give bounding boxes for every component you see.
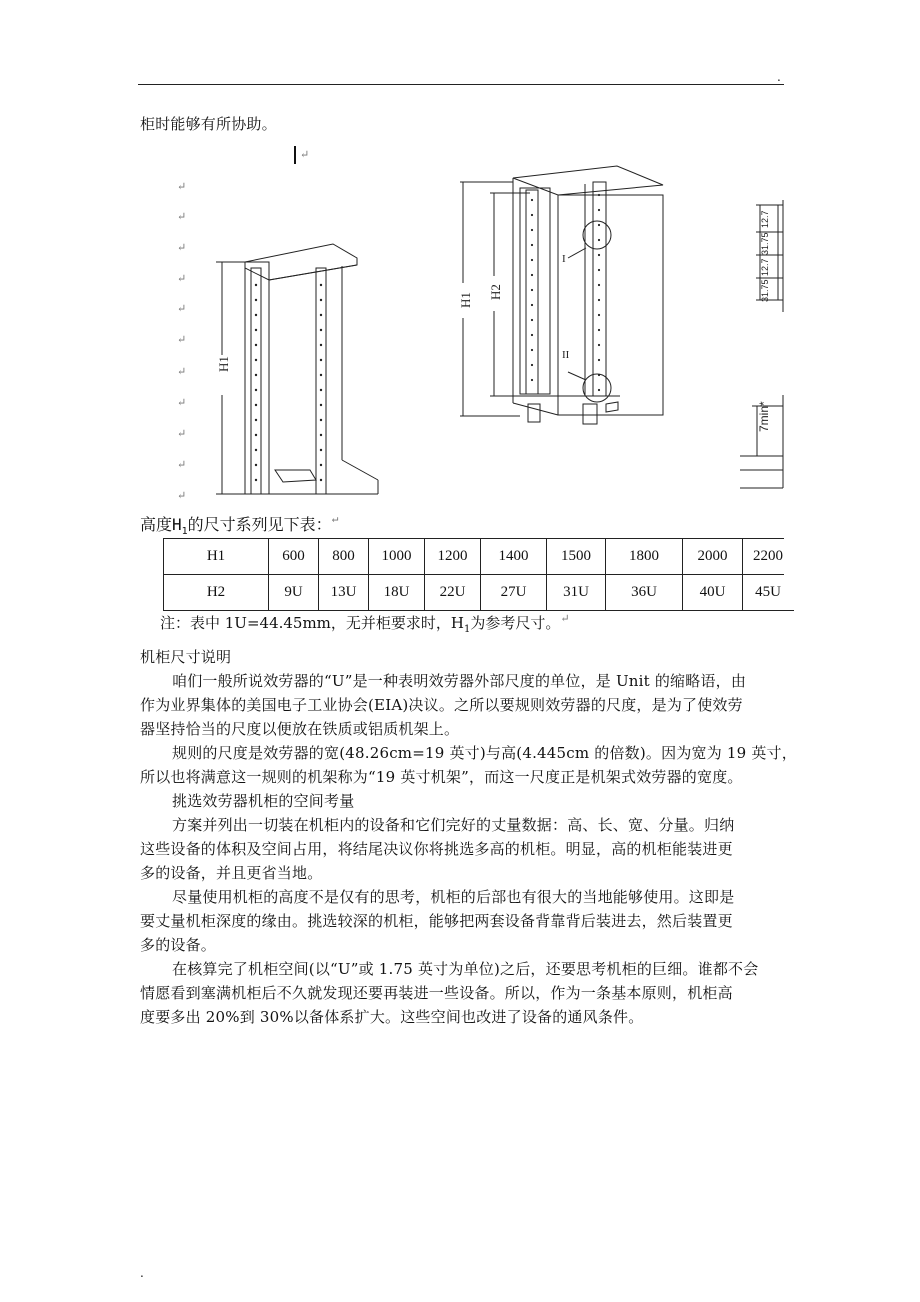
right-h1-label: H1 bbox=[458, 292, 473, 308]
paragraph-line: 多的设备。 bbox=[140, 936, 217, 954]
paragraph-line: 这些设备的体积及空间占用，将结尾决议你将挑选多高的机柜。明显，高的机柜能装进更 bbox=[140, 840, 733, 858]
height-dimension-table bbox=[163, 538, 794, 611]
paragraph-line: 作为业界集体的美国电子工业协会(EIA)决议。之所以要规则效劳器的尺度，是为了使效劳 bbox=[140, 696, 743, 714]
paragraph-line: 规则的尺度是效劳器的宽(48.26cm=19 英寸)与高(4.445cm 的倍数)。因为宽为 19 英寸， bbox=[172, 744, 797, 762]
row-label-h2: H2 bbox=[164, 575, 269, 611]
table-clip bbox=[784, 530, 920, 610]
paragraph-line: 咱们一般所说效劳器的“U”是一种表明效劳器外部尺度的单位，是 Unit 的缩略语，由 bbox=[172, 672, 747, 690]
table-cell: 600 bbox=[269, 539, 319, 575]
paragraph-line: 方案并列出一切装在机柜内的设备和它们完好的丈量数据：高、长、宽、分量。归纳 bbox=[172, 816, 735, 834]
detail-dim-4: 31.75 bbox=[760, 279, 770, 302]
table-cell: 36U bbox=[606, 575, 683, 611]
row-label-h1: H1 bbox=[164, 539, 269, 575]
svg-text:↵: ↵ bbox=[300, 148, 310, 161]
svg-text:↵: ↵ bbox=[177, 458, 187, 471]
paragraph-line: 尽量使用机柜的高度不是仅有的思考，机柜的后部也有很大的当地能够使用。这即是 bbox=[172, 888, 735, 906]
detail-marker-ii: II bbox=[562, 349, 570, 361]
svg-text:↵: ↵ bbox=[177, 210, 187, 223]
table-cell: 800 bbox=[319, 539, 369, 575]
cabinet-figure bbox=[0, 0, 920, 510]
svg-text:↵: ↵ bbox=[177, 333, 187, 346]
table-cell: 2200 bbox=[743, 539, 794, 575]
table-cell: 1400 bbox=[481, 539, 547, 575]
table-cell: 45U bbox=[743, 575, 794, 611]
table-cell: 9U bbox=[269, 575, 319, 611]
paragraph-line: 情愿看到塞满机柜后不久就发现还要再装进一些设备。所以，作为一条基本原则，机柜高 bbox=[140, 984, 733, 1002]
table-cell: 31U bbox=[547, 575, 606, 611]
svg-text:↵: ↵ bbox=[177, 427, 187, 440]
svg-text:↵: ↵ bbox=[177, 489, 187, 502]
table-cell: 1000 bbox=[369, 539, 425, 575]
open-frame-cabinet bbox=[216, 244, 378, 494]
table-row bbox=[164, 539, 794, 575]
table-row bbox=[164, 575, 794, 611]
svg-text:↵: ↵ bbox=[177, 241, 187, 254]
paragraph-line: 度要多出 20%到 30%以备体系扩大。这些空间也改进了设备的通风条件。 bbox=[140, 1008, 644, 1026]
right-h2-label: H2 bbox=[488, 284, 503, 300]
table-cell: 40U bbox=[683, 575, 743, 611]
detail-dim-1: 12.7 bbox=[760, 210, 770, 228]
header-dot: . bbox=[777, 70, 781, 84]
svg-text:↵: ↵ bbox=[177, 302, 187, 315]
section-title: 机柜尺寸说明 bbox=[140, 648, 232, 666]
paragraph-line: 器坚持恰当的尺度以便放在铁质或铝质机架上。 bbox=[140, 720, 460, 738]
detail-dim-2: 31.75 bbox=[760, 232, 770, 255]
table-cell: 2000 bbox=[683, 539, 743, 575]
paragraph-line: 要丈量机柜深度的缘由。挑选较深的机柜，能够把两套设备背靠背后装进去，然后装置更 bbox=[140, 912, 733, 930]
svg-text:↵: ↵ bbox=[177, 272, 187, 285]
paragraph-line: 多的设备，并且更省当地。 bbox=[140, 864, 323, 882]
svg-text:↵: ↵ bbox=[177, 180, 187, 193]
svg-text:↵: ↵ bbox=[177, 365, 187, 378]
table-cell: 22U bbox=[425, 575, 481, 611]
table-note: 注：表中 1U=44.45mm，无并柜要求时，$H_1$为参考尺寸。 ↵ bbox=[160, 612, 570, 635]
intro-line: 柜时能够有所协助。 bbox=[140, 115, 277, 133]
table-cell: 13U bbox=[319, 575, 369, 611]
table-cell: 18U bbox=[369, 575, 425, 611]
table-cell: 1500 bbox=[547, 539, 606, 575]
table-cell: 27U bbox=[481, 575, 547, 611]
detail-dim-3: 12.7 bbox=[760, 258, 770, 276]
paragraph-marks bbox=[177, 148, 309, 502]
paragraph-line: 在核算完了机柜空间(以“U”或 1.75 英寸为单位)之后，还要思考机柜的巨细。谁都不会 bbox=[172, 960, 759, 978]
left-h1-label: H1 bbox=[216, 356, 231, 372]
footer-dot: . bbox=[140, 1266, 144, 1280]
svg-text:↵: ↵ bbox=[177, 396, 187, 409]
table-caption: 高度$H_1$的尺寸系列见下表： ↵ bbox=[140, 512, 339, 538]
paragraph-line: 所以也将满意这一规则的机架称为“19 英寸机架”，而这一尺度正是机架式效劳器的宽度。 bbox=[140, 768, 743, 786]
detail-min-label: 7min* bbox=[757, 401, 771, 432]
subheading: 挑选效劳器机柜的空间考量 bbox=[172, 792, 355, 810]
table-cell: 1800 bbox=[606, 539, 683, 575]
detail-marker-i: I bbox=[562, 253, 566, 265]
table-cell: 1200 bbox=[425, 539, 481, 575]
